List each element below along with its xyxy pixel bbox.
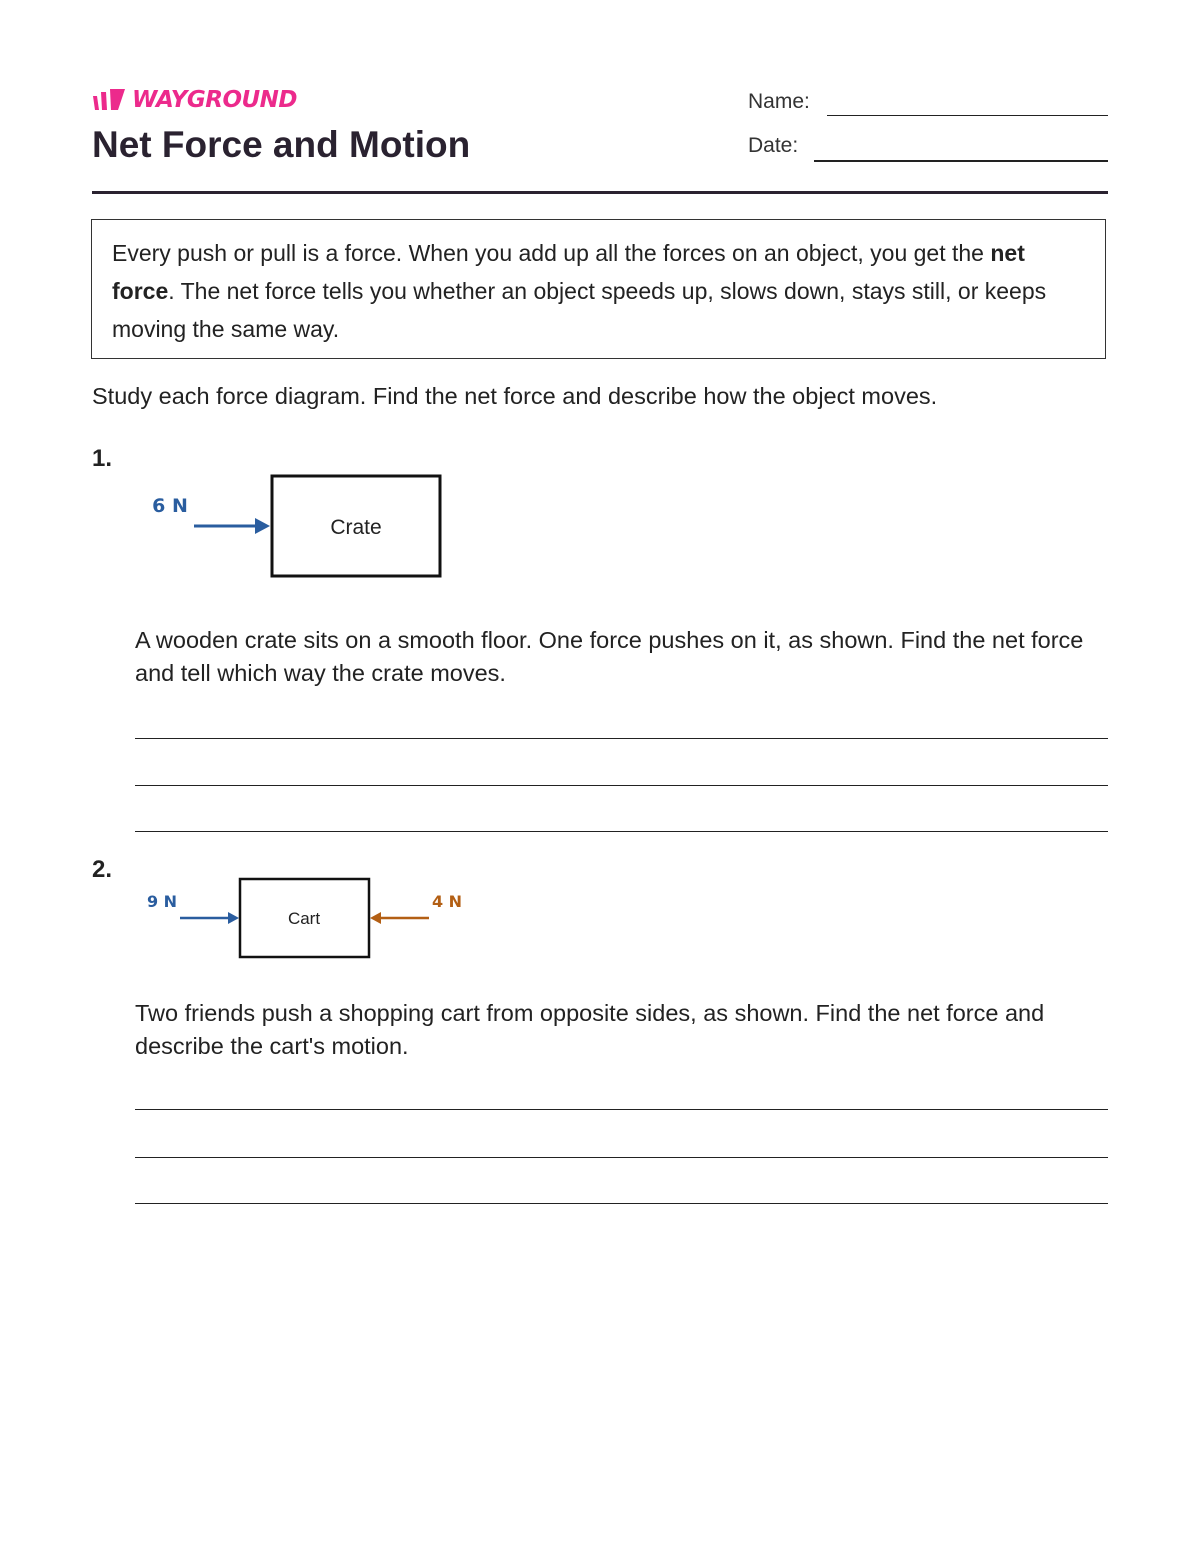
name-field[interactable] (827, 115, 1108, 116)
intro-text-continued: . The net force tells you whether an object speeds up, slows down, stays still, or keeps moving the same way. (112, 278, 1047, 342)
question-prompt: Two friends push a shopping cart from opposite sides, as shown. Find the net force and describe the cart's motion. (135, 1000, 1045, 1059)
question-number: 2. (92, 856, 113, 883)
cart-label: Cart (287, 909, 321, 928)
force-arrow-head-right (228, 912, 239, 924)
intro-text: Every push or pull is a force. When you add up all the forces on an object, you get the (112, 240, 991, 266)
answer-line[interactable] (135, 785, 1108, 786)
force-diagram-cart (140, 874, 480, 964)
question-prompt: A wooden crate sits on a smooth floor. One force pushes on it, as shown. Find the net force and tell which way the crate moves. (135, 627, 1084, 686)
force-label-9n: 9 N (146, 892, 178, 911)
date-label: Date: (748, 134, 799, 157)
force-arrow-head-right (255, 518, 270, 534)
answer-line[interactable] (135, 1203, 1108, 1204)
answer-line[interactable] (135, 1157, 1108, 1158)
name-label: Name: (748, 90, 810, 113)
answer-line[interactable] (135, 831, 1108, 832)
intro-bold-term: net force (112, 240, 1025, 304)
answer-line[interactable] (135, 1109, 1108, 1110)
page-title: Net Force and Motion (92, 124, 471, 165)
answer-line[interactable] (135, 738, 1108, 739)
brand-name: WAYGROUND (132, 86, 298, 113)
force-label-4n: 4 N (431, 892, 463, 911)
header-divider (92, 191, 1108, 194)
crate-label: Crate (330, 516, 382, 539)
force-diagram-crate (140, 470, 460, 585)
date-field[interactable] (814, 160, 1108, 162)
question-number: 1. (92, 445, 113, 472)
force-arrow-head-left (370, 912, 381, 924)
force-label-6n: 6 N (152, 495, 188, 517)
intro-box (91, 219, 1106, 359)
brand-logo (92, 86, 297, 114)
instructions: Study each force diagram. Find the net force and describe how the object moves. (92, 383, 938, 409)
wayground-logo-icon (92, 88, 126, 112)
